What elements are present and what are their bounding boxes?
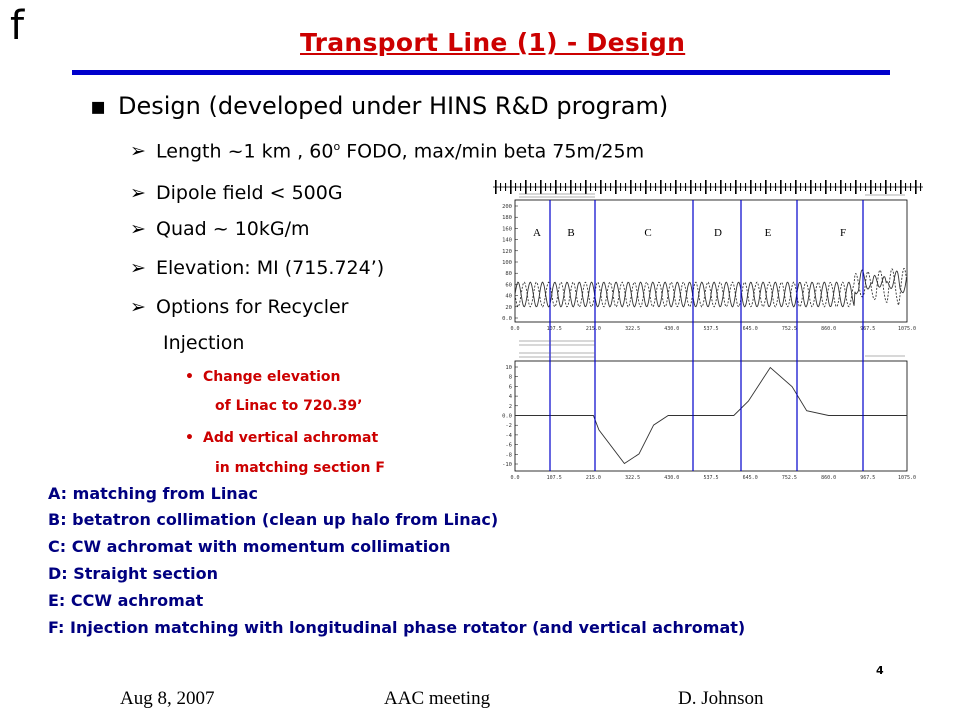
legend-f: F: Injection matching with longitudinal phase rotator (and vertical achromat) [48,618,746,637]
magnet-mark [765,180,767,194]
magnet-mark [700,183,701,191]
magnet-mark [585,180,587,194]
section-letter: D [714,227,722,239]
magnet-mark [570,180,572,194]
beta-x-tick-label: 107.5 [546,326,562,332]
section-letter: A [533,227,541,239]
option-2-text: Add vertical achromat [203,430,379,446]
magnet-mark [735,180,737,194]
magnet-mark [725,183,726,191]
magnet-mark [510,180,512,194]
magnet-mark [650,183,651,191]
magnet-mark [685,183,686,191]
arrow-bullet-icon: ➢ [130,257,146,279]
legend-e: E: CCW achromat [48,591,204,610]
magnet-mark [795,180,797,194]
bullet-elevation-text: Elevation: MI (715.724’) [156,257,385,279]
magnet-mark [560,183,561,191]
magnet-mark [520,183,521,191]
magnet-mark [655,183,656,191]
dispersion-x-tick-label: 860.0 [821,475,837,481]
magnet-mark [530,183,531,191]
option-change-elevation [185,369,340,385]
dispersion-x-tick-label: 967.5 [860,475,876,481]
magnet-mark [840,180,842,194]
legend-a: A: matching from Linac [48,484,258,503]
magnet-mark [855,180,857,194]
magnet-mark [800,183,801,191]
magnet-mark [495,180,497,194]
beta-x-tick-label: 322.5 [625,326,641,332]
dispersion-axis-tick-label: 8 [508,374,512,381]
magnet-mark [730,183,731,191]
magnet-mark [695,183,696,191]
legend-b: B: betatron collimation (clean up halo from Linac) [48,510,499,529]
magnet-mark [710,183,711,191]
magnet-mark [565,183,566,191]
bullet-length-text-2: FODO, max/min beta 75m/25m [340,140,645,163]
arrow-bullet-icon: ➢ [130,296,146,318]
magnet-mark [860,183,861,191]
magnet-mark [505,183,506,191]
bullet-options-text: Options for Recycler [156,296,349,318]
magnet-mark [780,180,782,194]
magnet-mark [910,183,911,191]
magnet-mark [635,183,636,191]
magnet-mark [580,183,581,191]
beta-axis-tick-label: 80 [505,271,512,278]
magnet-mark [715,183,716,191]
dispersion-x-tick-label: 430.0 [664,475,680,481]
dispersion-x-tick-label: 107.5 [546,475,562,481]
beta-x-tick-label: 215.0 [585,326,601,332]
section-letter: C [644,227,652,239]
dispersion-axis-tick-label: 4 [508,394,512,401]
beta-x-tick-label: 1075.0 [897,326,917,332]
magnet-mark [890,183,891,191]
bullet-length-superscript: o [333,140,341,153]
option-vertical-achromat [185,430,378,446]
magnet-mark [605,183,606,191]
footer-author: D. Johnson [678,688,764,709]
title-divider [72,70,890,75]
magnet-mark [540,180,542,194]
footer-date: Aug 8, 2007 [120,688,215,709]
magnet-mark [785,183,786,191]
magnet-mark [880,183,881,191]
dispersion-axis-tick-label: -10 [502,462,512,468]
beta-axis-tick-label: 20 [505,304,512,311]
option-vertical-achromat-cont: in matching section F [215,460,385,476]
dispersion-x-tick-label: 215.0 [585,475,601,481]
magnet-mark [845,183,846,191]
beta-x-tick-label: 967.5 [860,326,876,332]
magnet-mark [600,180,602,194]
arrow-bullet-icon: ➢ [130,140,146,163]
beta-x-tick-label: 752.5 [781,326,797,332]
magnet-mark [865,183,866,191]
dispersion-axis-tick-label: -8 [505,452,512,459]
bullet-length [130,140,644,162]
magnet-mark [750,180,752,194]
section-letter: B [567,227,575,239]
fermilab-logo: f [10,3,25,49]
beta-axis-tick-label: 200 [502,204,512,210]
magnet-mark [555,180,557,194]
magnet-mark [720,180,722,194]
section-letter: E [764,227,772,239]
option-1-text: Change elevation [203,369,341,385]
beta-x-tick-label: 430.0 [664,326,680,332]
magnet-mark [900,180,902,194]
magnet-mark [755,183,756,191]
magnet-mark [885,180,887,194]
dispersion-x-tick-label: 752.5 [781,475,797,481]
beta-x-tick-label: 645.0 [742,326,758,332]
beta-axis-tick-label: 100 [502,260,512,266]
bullet-length-text: Length ~1 km , 60 [156,140,334,163]
magnet-mark [705,180,707,194]
magnet-mark [640,183,641,191]
magnet-mark [610,183,611,191]
magnet-mark [850,183,851,191]
beta-axis-tick-label: 120 [502,248,512,255]
magnet-mark [775,183,776,191]
option-change-elevation-cont: of Linac to 720.39’ [215,398,363,414]
magnet-mark [515,183,516,191]
magnet-mark [915,180,917,194]
magnet-mark [595,183,596,191]
lattice-function-plot [485,178,930,481]
arrow-bullet-icon: ➢ [130,218,146,240]
bullet-dipole-text: Dipole field < 500G [156,182,343,204]
bullet-elevation [130,257,384,279]
magnet-mark [615,180,617,194]
dispersion-x-tick-label: 1075.0 [897,475,917,481]
dispersion-x-tick-label: 537.5 [703,475,719,481]
beta-x-tick-label: 0.0 [510,326,520,332]
magnet-mark [805,183,806,191]
beta-x-tick-label: 537.5 [703,326,719,332]
magnet-mark [790,183,791,191]
magnet-mark [620,183,621,191]
magnet-mark [835,183,836,191]
square-bullet-icon: ▪ [90,92,107,120]
magnet-mark [770,183,771,191]
legend-c: C: CW achromat with momentum collimation [48,537,451,556]
dot-bullet-icon: • [185,369,194,385]
magnet-mark [550,183,551,191]
bullet-dipole [130,182,343,204]
magnet-mark [690,180,692,194]
magnet-mark [660,180,662,194]
magnet-mark [810,180,812,194]
magnet-mark [675,180,677,194]
magnet-mark [875,183,876,191]
beta-axis-tick-label: 140 [502,237,512,244]
dispersion-x-tick-label: 645.0 [742,475,758,481]
dispersion-axis-tick-label: 6 [508,384,512,391]
magnet-mark [630,180,632,194]
main-bullet [90,92,668,120]
bullet-options-continuation: Injection [163,332,245,354]
magnet-mark [545,183,546,191]
main-bullet-text: Design (developed under HINS R&D program) [118,92,669,120]
magnet-mark [590,183,591,191]
bullet-options [130,296,348,318]
magnet-mark [870,180,872,194]
footer-meeting: AAC meeting [384,688,491,709]
magnet-mark [760,183,761,191]
magnet-mark [500,183,501,191]
legend-d: D: Straight section [48,564,219,583]
dispersion-x-tick-label: 322.5 [625,475,641,481]
dispersion-axis-tick-label: -2 [505,423,512,430]
magnet-mark [670,183,671,191]
slide-title: Transport Line (1) - Design [300,28,686,57]
dispersion-axis-tick-label: 2 [508,403,512,410]
magnet-mark [665,183,666,191]
beta-axis-tick-label: 160 [502,226,512,233]
dispersion-axis-tick-label: -4 [505,432,512,439]
magnet-mark [815,183,816,191]
magnet-mark [575,183,576,191]
dispersion-x-tick-label: 0.0 [510,475,520,481]
beta-axis-tick-label: 40 [505,293,512,300]
magnet-mark [820,183,821,191]
magnet-mark [905,183,906,191]
magnet-mark [920,183,921,191]
magnet-mark [825,180,827,194]
dot-bullet-icon: • [185,430,194,446]
magnet-mark [740,183,741,191]
magnet-mark [745,183,746,191]
beta-axis-tick-label: 180 [502,215,512,222]
magnet-mark [525,180,527,194]
dispersion-axis-tick-label: -6 [505,442,512,449]
page-number: 4 [876,664,884,677]
section-letter: F [839,227,847,239]
beta-x-tick-label: 860.0 [821,326,837,332]
magnet-mark [680,183,681,191]
beta-axis-tick-label: 0.0 [502,316,512,322]
magnet-mark [625,183,626,191]
dispersion-axis-tick-label: 0.0 [502,413,512,420]
magnet-mark [895,183,896,191]
bullet-quad-text: Quad ~ 10kG/m [156,218,310,240]
bullet-quad [130,218,310,240]
magnet-mark [535,183,536,191]
arrow-bullet-icon: ➢ [130,182,146,204]
dispersion-axis-tick-label: 10 [505,365,512,371]
magnet-mark [645,180,647,194]
magnet-mark [830,183,831,191]
beta-axis-tick-label: 60 [505,282,512,289]
